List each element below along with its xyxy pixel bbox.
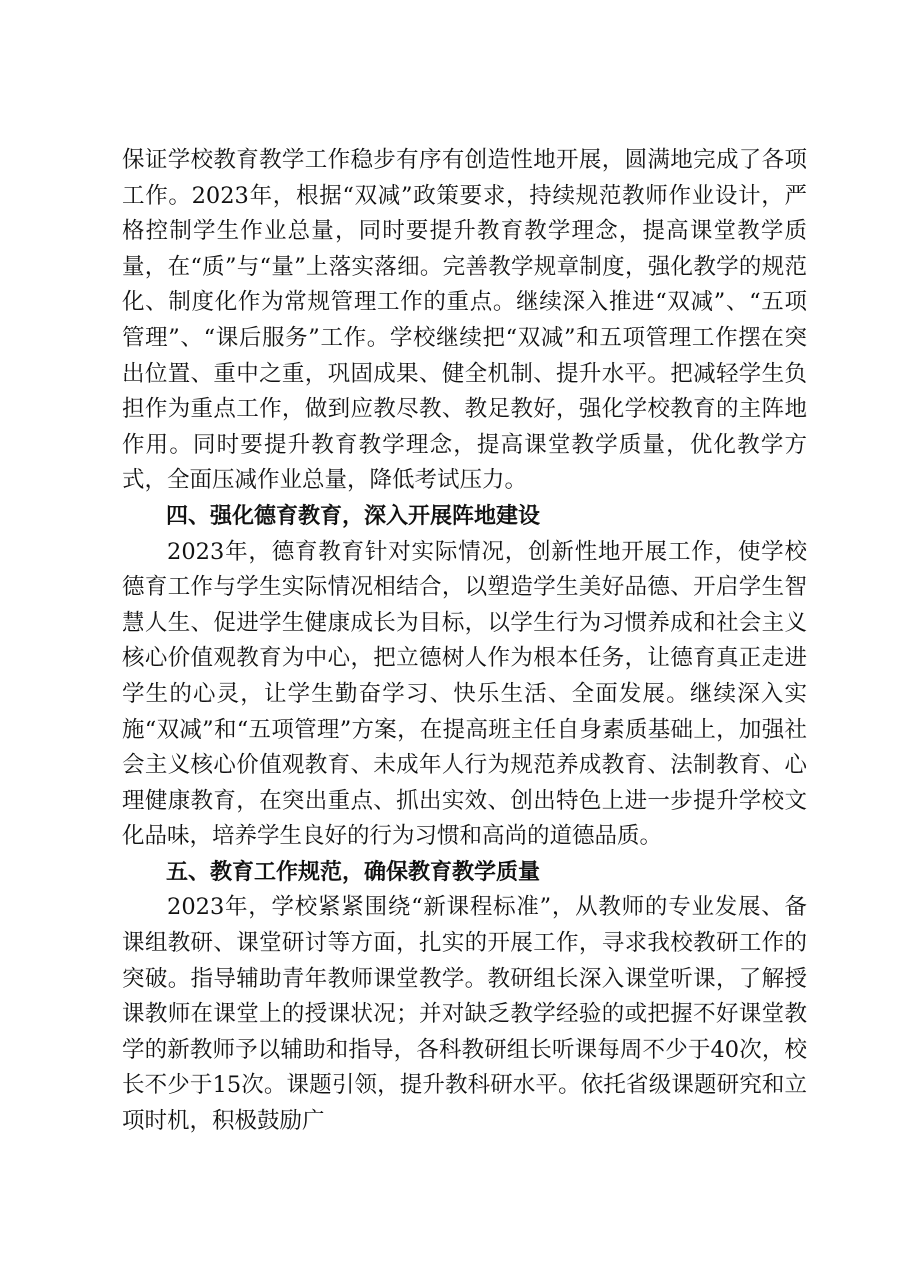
section-heading-moral-education: 四、强化德育教育，深入开展阵地建设	[166, 503, 541, 529]
document-page	[122, 143, 807, 1140]
paragraph-moral-education: 2023年，德育教育针对实际情况，创新性地开展工作，使学校德育工作与学生实际情况相结合，以塑造学生美好品德、开启学生智慧人生、促进学生健康成长为目标，以学生行为习惯养成和社会主义核心价值观教育为中心，把立德树人作为根本任务，让德育真正走进学生的心灵，让学生勤奋学习、快乐生活、全面发展。继续深入实施“双减”和“五项管理”方案，在提高班主任自身素质基础上，加强社会主义核心价值观教育、未成年人行为规范养成教育、法制教育、心理健康教育，在突出重点、抓出实效、创出特色上进一步提升学校文化品味，培养学生良好的行为习惯和高尚的道德品质。	[122, 538, 807, 850]
paragraph-teaching-work: 保证学校教育教学工作稳步有序有创造性地开展，圆满地完成了各项工作。2023年，根据“双减”政策要求，持续规范教师作业设计，严格控制学生作业总量，同时要提升教育教学理念，提高课堂教学质量，在“质”与“量”上落实落细。完善教学规章制度，强化教学的规范化、制度化作为常规管理工作的重点。继续深入推进“双减”、“五项管理”、“课后服务”工作。学校继续把“双减”和五项管理工作摆在突出位置、重中之重，巩固成果、健全机制、提升水平。把减轻学生负担作为重点工作，做到应教尽教、教足教好，强化学校教育的主阵地作用。同时要提升教育教学理念，提高课堂教学质量，优化教学方式，全面压减作业总量，降低考试压力。	[122, 147, 807, 494]
section-heading-education-standards: 五、教育工作规范，确保教育教学质量	[166, 859, 541, 885]
paragraph-education-standards: 2023年，学校紧紧围绕“新课程标准”，从教师的专业发展、备课组教研、课堂研讨等方面，扎实的开展工作，寻求我校教研工作的突破。指导辅助青年教师课堂教学。教研组长深入课堂听课，了解授课教师在课堂上的授课状况；并对缺乏教学经验的或把握不好课堂教学的新教师予以辅助和指导，各科教研组长听课每周不少于40次，校长不少于15次。课题引领，提升教科研水平。依托省级课题研究和立项时机，积极鼓励广	[122, 894, 807, 1135]
